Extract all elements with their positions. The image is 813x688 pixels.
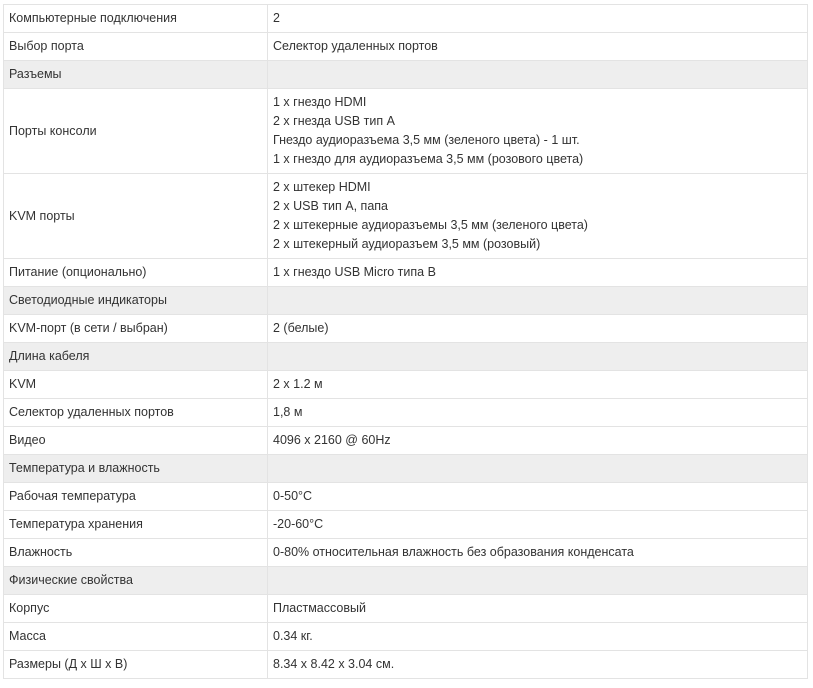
spec-value-line: 1 x гнездо HDMI xyxy=(273,95,367,109)
spec-row xyxy=(4,623,808,651)
spec-value-line: 2 x штекер HDMI xyxy=(273,180,371,194)
spec-row xyxy=(4,651,808,679)
spec-row xyxy=(4,539,808,567)
spec-value-line: Гнездо аудиоразъема 3,5 мм (зеленого цвета) - 1 шт. xyxy=(273,133,580,147)
spec-value: 4096 x 2160 @ 60Hz xyxy=(268,427,808,455)
spec-value: 8.34 x 8.42 x 3.04 см. xyxy=(268,651,808,679)
spec-label: KVM xyxy=(4,371,268,399)
section-header-row xyxy=(4,61,808,89)
spec-value: 1 x гнездо USB Micro типа B xyxy=(268,259,808,287)
section-header-row xyxy=(4,567,808,595)
spec-label: Порты консоли xyxy=(4,89,268,174)
spec-value-line: 1 x гнездо для аудиоразъема 3,5 мм (розового цвета) xyxy=(273,152,584,166)
spec-label: Питание (опционально) xyxy=(4,259,268,287)
spec-label: Селектор удаленных портов xyxy=(4,399,268,427)
section-header-row xyxy=(4,343,808,371)
spec-row xyxy=(4,89,808,174)
spec-value: 2 (белые) xyxy=(268,315,808,343)
spec-label: Масса xyxy=(4,623,268,651)
spec-row xyxy=(4,33,808,61)
spec-label: Корпус xyxy=(4,595,268,623)
spec-value: 1,8 м xyxy=(268,399,808,427)
spec-label: KVM порты xyxy=(4,174,268,259)
spec-value-line: 2 x гнезда USB тип A xyxy=(273,114,395,128)
spec-value-line: 2 x штекерный аудиоразъем 3,5 мм (розовый) xyxy=(273,237,541,251)
section-title: Разъемы xyxy=(4,61,268,89)
spec-value: -20-60°C xyxy=(268,511,808,539)
section-empty-cell xyxy=(268,567,808,595)
spec-row xyxy=(4,259,808,287)
spec-value: Пластмассовый xyxy=(268,595,808,623)
spec-label: Рабочая температура xyxy=(4,483,268,511)
spec-value-line: 2 x USB тип A, папа xyxy=(273,199,388,213)
spec-value xyxy=(268,89,808,174)
spec-label: Компьютерные подключения xyxy=(4,5,268,33)
spec-row xyxy=(4,399,808,427)
spec-row xyxy=(4,483,808,511)
spec-row xyxy=(4,174,808,259)
section-empty-cell xyxy=(268,343,808,371)
section-header-row xyxy=(4,287,808,315)
spec-value: Селектор удаленных портов xyxy=(268,33,808,61)
section-title: Физические свойства xyxy=(4,567,268,595)
spec-label: KVM-порт (в сети / выбран) xyxy=(4,315,268,343)
section-empty-cell xyxy=(268,287,808,315)
spec-label: Размеры (Д x Ш x В) xyxy=(4,651,268,679)
section-empty-cell xyxy=(268,455,808,483)
spec-row xyxy=(4,315,808,343)
spec-label: Температура хранения xyxy=(4,511,268,539)
section-header-row xyxy=(4,455,808,483)
section-title: Длина кабеля xyxy=(4,343,268,371)
spec-row xyxy=(4,595,808,623)
section-title: Температура и влажность xyxy=(4,455,268,483)
spec-value: 0-50°C xyxy=(268,483,808,511)
spec-row xyxy=(4,371,808,399)
spec-label: Видео xyxy=(4,427,268,455)
spec-value: 0.34 кг. xyxy=(268,623,808,651)
spec-value-line: 2 x штекерные аудиоразъемы 3,5 мм (зеленого цвета) xyxy=(273,218,588,232)
spec-table-body xyxy=(4,5,808,679)
section-title: Светодиодные индикаторы xyxy=(4,287,268,315)
spec-value: 2 xyxy=(268,5,808,33)
spec-table xyxy=(3,4,808,679)
spec-value xyxy=(268,174,808,259)
spec-row xyxy=(4,511,808,539)
spec-value: 2 x 1.2 м xyxy=(268,371,808,399)
spec-label: Влажность xyxy=(4,539,268,567)
spec-row xyxy=(4,427,808,455)
spec-value: 0-80% относительная влажность без образования конденсата xyxy=(268,539,808,567)
spec-row xyxy=(4,5,808,33)
spec-label: Выбор порта xyxy=(4,33,268,61)
section-empty-cell xyxy=(268,61,808,89)
